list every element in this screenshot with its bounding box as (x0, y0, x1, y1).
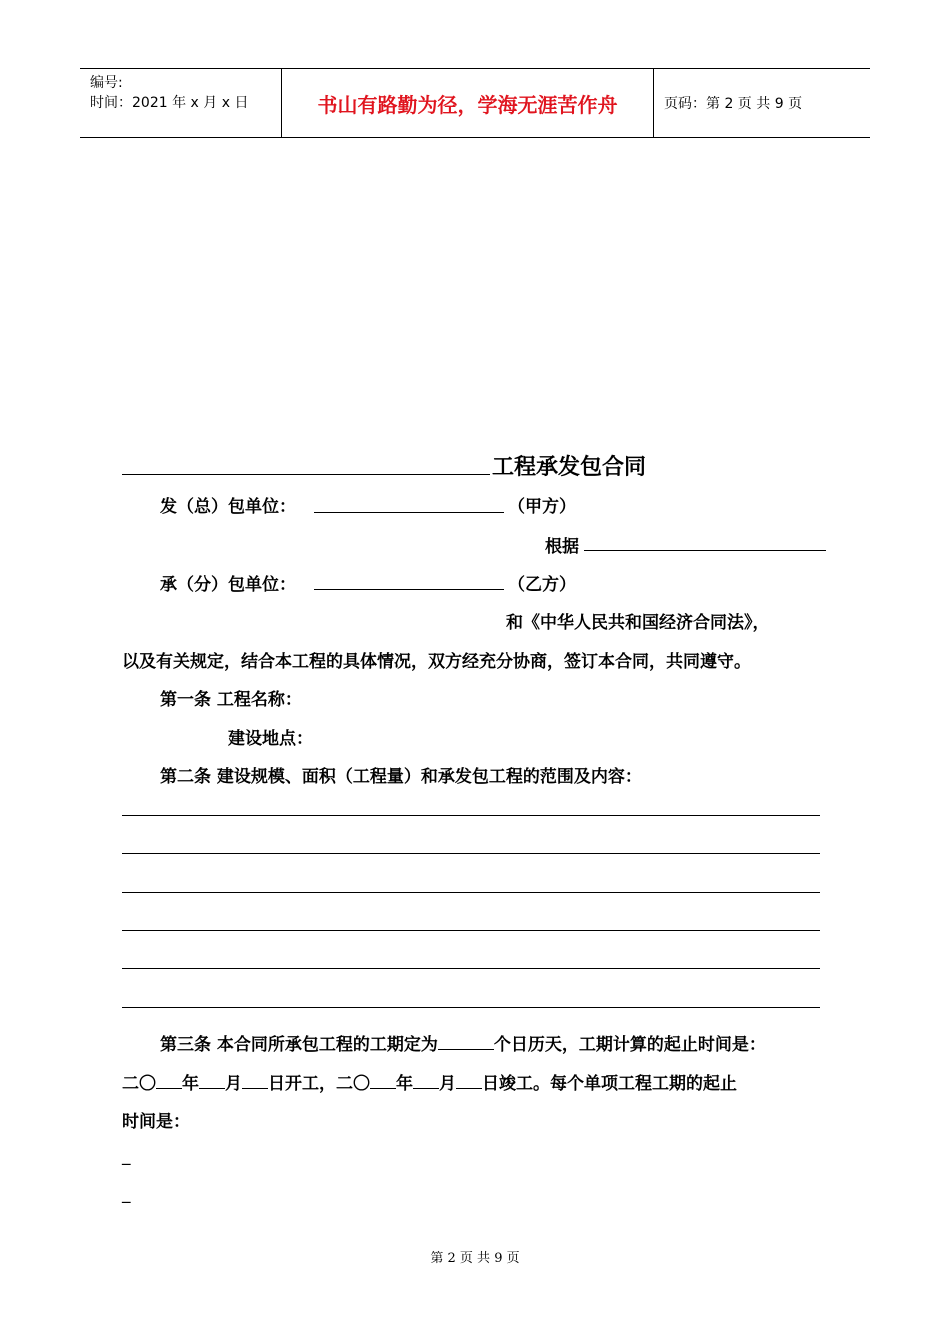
year2-blank (370, 1071, 396, 1089)
article-2-line (122, 892, 820, 893)
article-3-part1: 第三条 本合同所承包工程的工期定为 (160, 1035, 438, 1055)
header-page-label: 页码：第 2 页 共 9 页 (664, 96, 803, 112)
date-line (122, 1069, 737, 1094)
month2-blank (413, 1071, 439, 1089)
party-b-suffix: （乙方） (508, 575, 576, 595)
party-b-label: 承（分）包单位： (160, 575, 296, 595)
document-header (80, 68, 870, 138)
dash-1: _ (122, 1146, 131, 1166)
page-footer: 第 2 页 共 9 页 (430, 1251, 520, 1266)
article-2-line (122, 1007, 820, 1008)
contract-title: 工程承发包合同 (492, 455, 647, 480)
dash-2: _ (122, 1184, 131, 1204)
time-is-label: 时间是： (122, 1112, 190, 1132)
article-2-line (122, 815, 820, 816)
article-2-line (122, 930, 820, 931)
article-1-location: 建设地点： (228, 729, 313, 749)
basis-blank (584, 550, 826, 551)
party-a-label: 发（总）包单位： (160, 497, 296, 517)
month-blank (199, 1071, 225, 1089)
day-blank (242, 1071, 268, 1089)
time-label: 时间：2021 年 x 月 x 日 (90, 95, 249, 111)
duration-blank (438, 1032, 494, 1050)
basis-label: 根据 (545, 537, 579, 557)
date-start: 日开工，二〇 (268, 1074, 370, 1094)
date-zero: 二〇 (122, 1074, 156, 1094)
article-2-label: 第二条 建设规模、面积（工程量）和承发包工程的范围及内容： (160, 767, 642, 787)
date-end: 日竣工。每个单项工程工期的起止 (482, 1074, 737, 1094)
intro-text: 以及有关规定，结合本工程的具体情况，双方经充分协商，签订本合同，共同遵守。 (122, 652, 751, 672)
title-blank-line (122, 474, 490, 475)
year-blank (156, 1071, 182, 1089)
header-meta (80, 69, 282, 137)
article-3-part2: 个日历天，工期计算的起止时间是： (493, 1035, 766, 1055)
date-month: 月 (225, 1074, 242, 1094)
header-motto: 书山有路勤为径，学海无涯苦作舟 (282, 69, 654, 137)
day2-blank (456, 1071, 482, 1089)
date-year2: 年 (396, 1074, 413, 1094)
date-year: 年 (182, 1074, 199, 1094)
article-2-line (122, 968, 820, 969)
date-month2: 月 (439, 1074, 456, 1094)
law-text: 和《中华人民共和国经济合同法》， (506, 613, 770, 633)
party-b-blank (314, 589, 504, 590)
article-1-label: 第一条 工程名称： (160, 690, 302, 710)
party-a-suffix: （甲方） (508, 497, 576, 517)
party-a-blank (314, 512, 504, 513)
number-label: 编号: (90, 75, 123, 91)
article-2-line (122, 853, 820, 854)
article-3-line (160, 1030, 766, 1055)
